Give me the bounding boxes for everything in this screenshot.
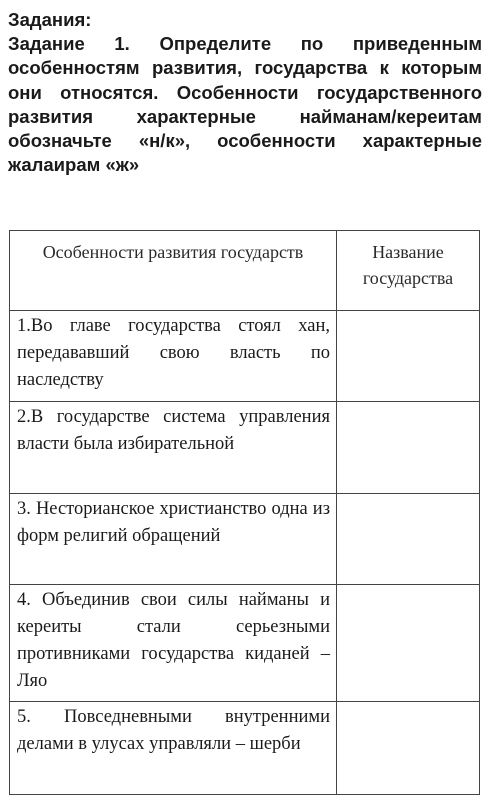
feature-cell: 1.Во главе государства стоял хан, передававший свою власть по наследству (10, 311, 337, 402)
table-row (10, 585, 480, 702)
table-row (10, 402, 480, 494)
feature-cell: 2.В государстве система управления власти была избирательной (10, 402, 337, 494)
header-state-name: Название государства (337, 231, 480, 311)
answer-cell[interactable] (337, 402, 480, 494)
answer-cell[interactable] (337, 585, 480, 702)
table-row (10, 702, 480, 795)
table-row (10, 311, 480, 402)
header-features: Особенности развития государств (10, 231, 337, 311)
table-row (10, 494, 480, 585)
answer-cell[interactable] (337, 702, 480, 795)
task-heading (8, 8, 482, 177)
answer-cell[interactable] (337, 311, 480, 402)
feature-cell: 5. Повседневными внутренними делами в улусах управляли – шерби (10, 702, 337, 795)
table-header-row (10, 231, 480, 311)
tasks-label: Задания: (8, 9, 92, 30)
answer-cell[interactable] (337, 494, 480, 585)
task-1-instructions: Задание 1. Определите по приведенным особенностям развития, государства к которым они относятся. Особенности государственного развития характерные найманам/кереитам обозначьте «н/к», особенности характерные жалаирам «ж» (8, 33, 482, 176)
feature-cell: 3. Несторианское христианство одна из форм религий обращений (10, 494, 337, 585)
feature-cell: 4. Объединив свои силы найманы и кереиты стали серьезными противниками государства киданей –Ляо (10, 585, 337, 702)
features-table (9, 230, 480, 795)
